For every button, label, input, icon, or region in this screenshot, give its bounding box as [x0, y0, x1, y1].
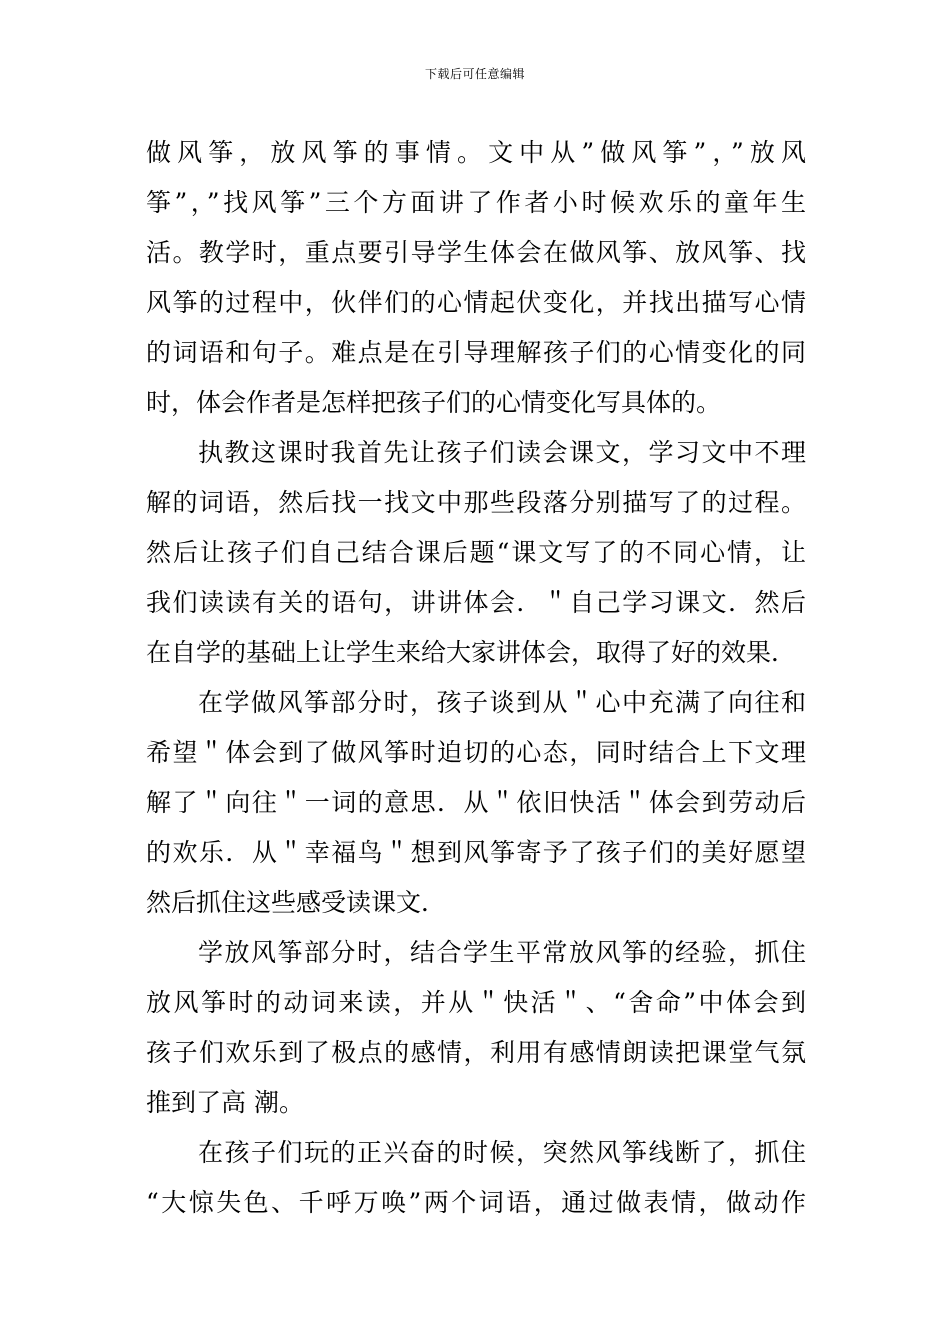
document-body: [146, 128, 806, 1228]
text-line: 然后让孩子们自己结合课后题“课文写了的不同心情，让: [146, 538, 806, 567]
text-line: “大惊失色、千呼万唤”两个词语，通过做表情，做动作: [146, 1188, 806, 1217]
text-line: 推到了高 潮。: [146, 1088, 304, 1117]
text-line: 的词语和句子。难点是在引导理解孩子们的心情变化的同: [146, 338, 806, 367]
page-header: 下载后可任意编辑: [424, 67, 525, 81]
text-line: 学放风筝部分时，结合学生平常放风筝的经验，抓住: [198, 938, 806, 967]
text-line: 在自学的基础上让学生来给大家讲体会，取得了好的效果．: [146, 638, 797, 667]
text-line: 时，体会作者是怎样把孩子们的心情变化写具体的。: [146, 388, 722, 417]
text-line: 孩子们欢乐到了极点的感情，利用有感情朗读把课堂气氛: [146, 1038, 806, 1067]
text-line: 然后抓住这些感受读课文．: [146, 888, 447, 917]
text-line: 希望＂体会到了做风筝时迫切的心态，同时结合上下文理: [146, 738, 806, 767]
text-line: 解了＂向往＂一词的意思．从＂依旧快活＂体会到劳动后: [146, 788, 806, 817]
text-line: 活。教学时，重点要引导学生体会在做风筝、放风筝、找: [146, 238, 806, 267]
text-line: 执教这课时我首先让孩子们读会课文，学习文中不理: [198, 438, 806, 467]
text-line: 在学做风筝部分时，孩子谈到从＂心中充满了向往和: [198, 688, 806, 717]
text-line: 的欢乐．从＂幸福鸟＂想到风筝寄予了孩子们的美好愿望: [146, 838, 806, 867]
text-line: 做风筝，放风筝的事情。文中从”做风筝”，”放风: [146, 138, 806, 167]
text-line: 风筝的过程中，伙伴们的心情起伏变化，并找出描写心情: [146, 288, 806, 317]
text-line: 放风筝时的动词来读，并从＂快活＂、“舍命”中体会到: [146, 988, 806, 1017]
text-line: 我们读读有关的语句，讲讲体会．＂自己学习课文．然后: [146, 588, 806, 617]
text-line: 筝”，”找风筝”三个方面讲了作者小时候欢乐的童年生: [146, 188, 806, 217]
text-line: 解的词语，然后找一找文中那些段落分别描写了的过程。: [146, 488, 806, 517]
text-line: 在孩子们玩的正兴奋的时候，突然风筝线断了，抓住: [198, 1138, 806, 1167]
